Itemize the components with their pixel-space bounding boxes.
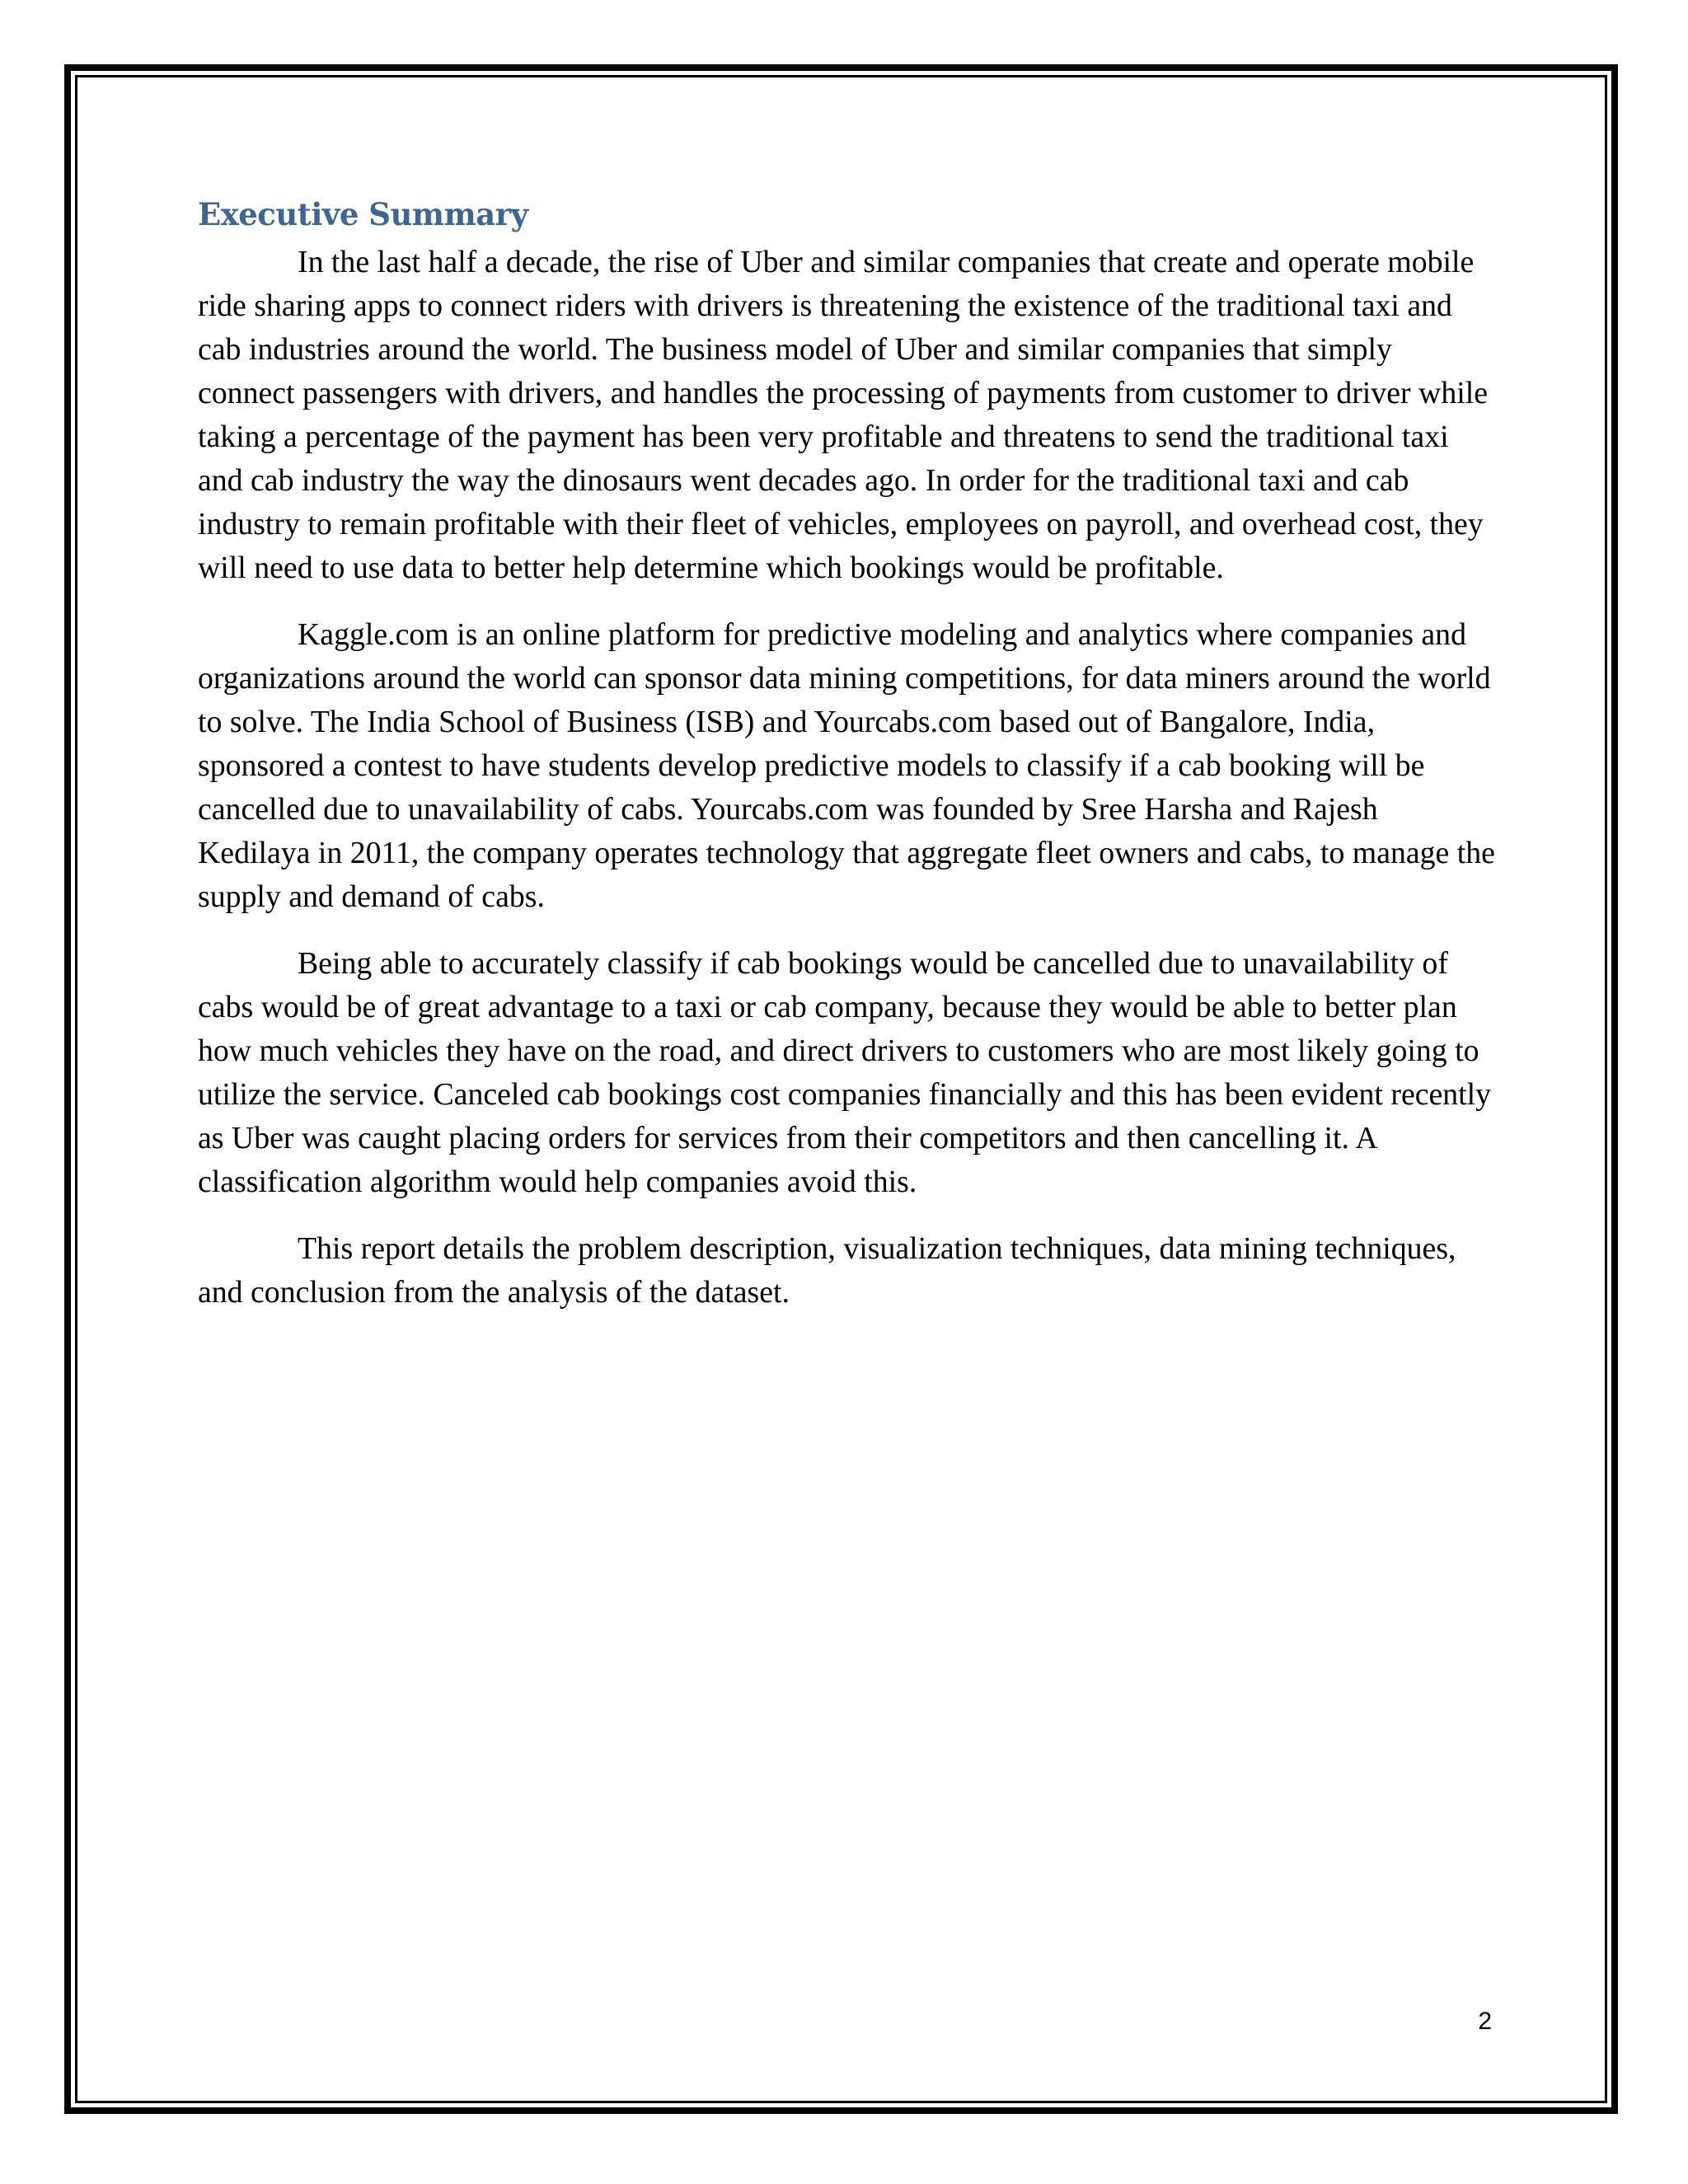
paragraph-2: Kaggle.com is an online platform for predictive modeling and analytics where companies and organizations around the world can sponsor data mining competitions, for data miners around the world to solve. The India School of Business (ISB) and Yourcabs.com based out of Bangalore, India, sponsored a contest to have students develop predictive models to classify if a cab booking will be cancelled due to unavailability of cabs. Yourcabs.com was founded by Sree Harsha and Rajesh Kedilaya in 2011, the company operates technology that aggregate fleet owners and cabs, to manage the supply and demand of cabs.: [198, 617, 1495, 915]
paragraph-3: Being able to accurately classify if cab bookings would be cancelled due to unavailability of cabs would be of great advantage to a taxi or cab company, because they would be able to better plan how much vehicles they have on the road, and direct drivers to customers who are most likely going to utilize the service. Canceled cab bookings cost companies financially and this has been evident recently as Uber was caught placing orders for services from their competitors and then cancelling it. A classification algorithm would help companies avoid this.: [198, 946, 1492, 1200]
paragraph-4: This report details the problem description, visualization techniques, data mining techniques, and conclusion from the analysis of the dataset.: [198, 1231, 1456, 1310]
page-number: 2: [1478, 2008, 1492, 2035]
page-content: [198, 196, 1496, 1338]
section-heading: Executive Summary: [198, 196, 528, 232]
paragraph-1: In the last half a decade, the rise of Uber and similar companies that create and operate mobile ride sharing apps to connect riders with drivers is threatening the existence of the traditional taxi and cab industries around the world. The business model of Uber and similar companies that simply connect passengers with drivers, and handles the processing of payments from customer to driver while taking a percentage of the payment has been very profitable and threatens to send the traditional taxi and cab industry the way the dinosaurs went decades ago. In order for the traditional taxi and cab industry to remain profitable with their fleet of vehicles, employees on payroll, and overhead cost, they will need to use data to better help determine which bookings would be profitable.: [198, 245, 1488, 586]
